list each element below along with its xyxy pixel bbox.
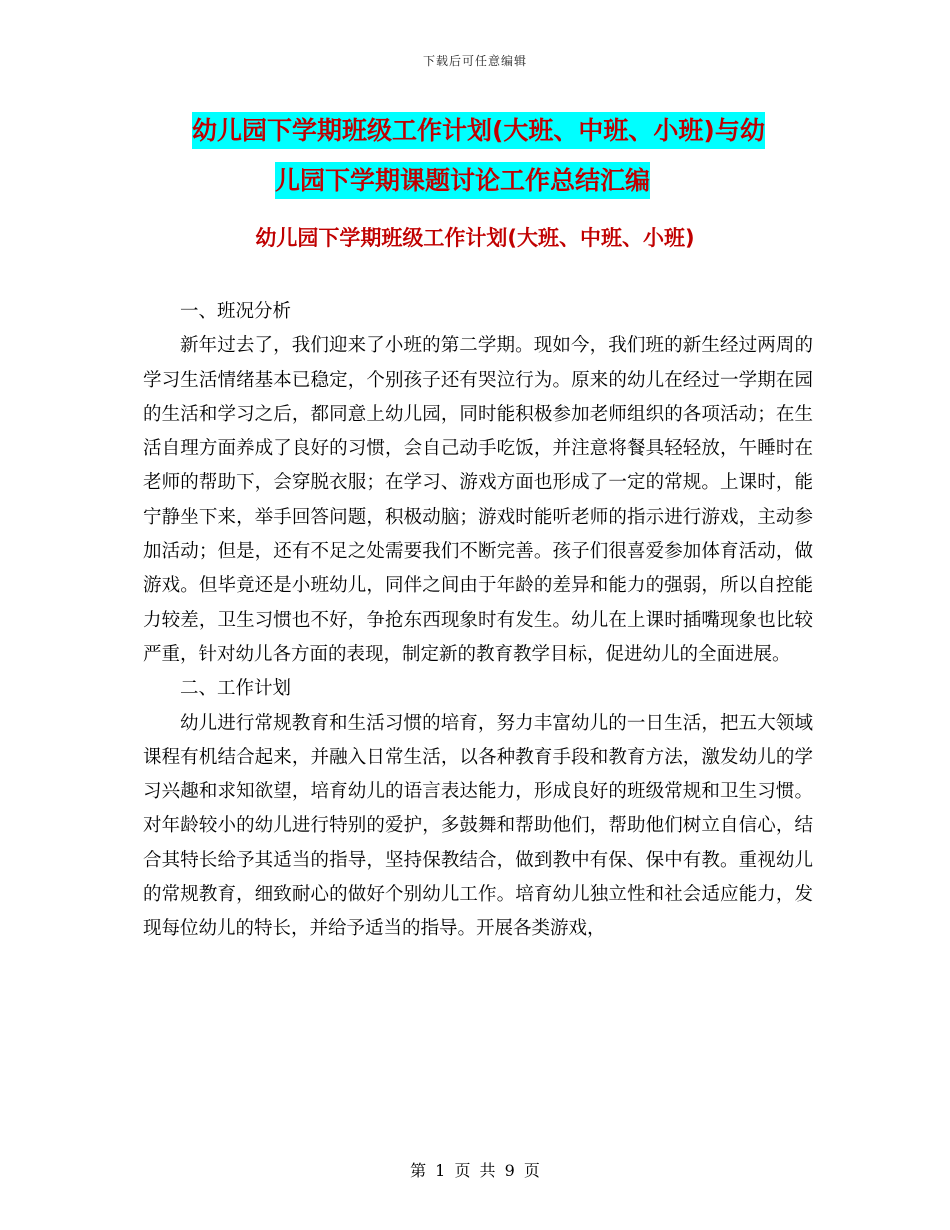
document-title-line-1 [140, 106, 810, 156]
title-highlight-1: 幼儿园下学期班级工作计划(大班、中班、小班)与幼 [192, 112, 765, 149]
section-title: 幼儿园下学期班级工作计划(大班、中班、小班) [255, 226, 695, 250]
document-title-line-2 [140, 156, 810, 206]
title-highlight-2: 儿园下学期课题讨论工作总结汇编 [275, 162, 650, 199]
heading-work-plan: 二、工作计划 [180, 678, 292, 700]
paragraph-class-analysis: 新年过去了，我们迎来了小班的第二学期。现如今，我们班的新生经过两周的学习生活情绪基本已稳定，个别孩子还有哭泣行为。原来的幼儿在经过一学期在园的生活和学习之后，都同意上幼儿园，同时能积极参加老师组织的各项活动；在生活自理方面养成了良好的习惯，会自己动手吃饭，并注意将餐具轻轻放，午睡时在老师的帮助下，会穿脱衣服；在学习、游戏方面也形成了一定的常规。上课时，能宁静坐下来，举手回答问题，积极动脑；游戏时能听老师的指示进行游戏，主动参加活动；但是，还有不足之处需要我们不断完善。孩子们很喜爱参加体育活动，做游戏。但毕竟还是小班幼儿，同伴之间由于年龄的差异和能力的强弱，所以自控能力较差，卫生习惯也不好，争抢东西现象时有发生。幼儿在上课时插嘴现象也比较严重，针对幼儿各方面的表现，制定新的教育教学目标，促进幼儿的全面进展。 [143, 335, 813, 665]
heading-class-analysis: 一、班况分析 [180, 301, 292, 322]
page-footer: 第 1 页 共 9 页 [410, 1161, 540, 1180]
paragraph-work-plan: 幼儿进行常规教育和生活习惯的培育，努力丰富幼儿的一日生活，把五大领域课程有机结合起来，并融入日常生活，以各种教育手段和教育方法，激发幼儿的学习兴趣和求知欲望，培育幼儿的语言表达能力，形成良好的班级常规和卫生习惯。对年龄较小的幼儿进行特别的爱护，多鼓舞和帮助他们，帮助他们树立自信心，结合其特长给予其适当的指导，坚持保教结合，做到教中有保、保中有教。重视幼儿的常规教育，细致耐心的做好个别幼儿工作。培育幼儿独立性和社会适应能力，发现每位幼儿的特长，并给予适当的指导。开展各类游戏， [143, 712, 813, 940]
document-body [143, 295, 813, 947]
document-title [140, 106, 810, 206]
header-note: 下载后可任意编辑 [422, 54, 527, 68]
